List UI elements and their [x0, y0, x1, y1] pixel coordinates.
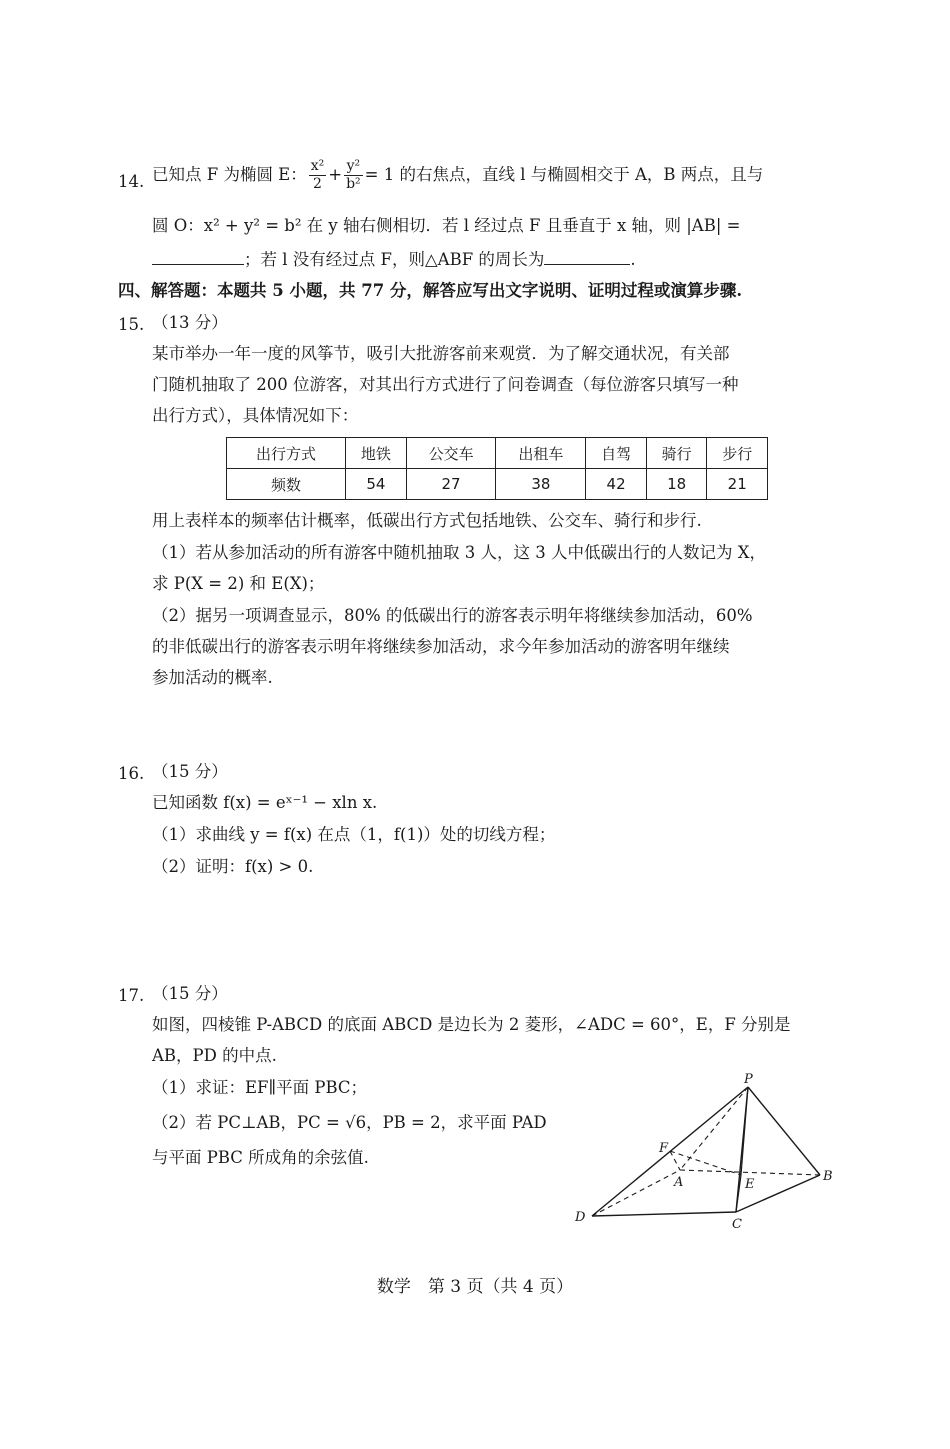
- q16-number: 16.: [118, 764, 145, 783]
- q14-number: 14.: [118, 172, 145, 191]
- table-cell: 38: [496, 469, 586, 500]
- table-header-cell: 公交车: [406, 438, 496, 469]
- q15-para-8: 的非低碳出行的游客表示明年将继续参加活动，求今年参加活动的游客明年继续: [152, 637, 730, 656]
- q14-line1-pre: 已知点 F 为椭圆 E：: [152, 165, 307, 184]
- q14-line2: 圆 O：x² + y² = b² 在 y 轴右侧相切．若 l 经过点 F 且垂直于 x 轴，则 |AB| =: [152, 216, 741, 235]
- segment-fa-hidden: [670, 1151, 680, 1170]
- q17-para-1: 如图，四棱锥 P-ABCD 的底面 ABCD 是边长为 2 菱形，∠ADC = 60°，E，F 分别是: [152, 1015, 791, 1034]
- q17-para-5: 与平面 PBC 所成角的余弦值.: [152, 1148, 369, 1167]
- table-cell: 54: [346, 469, 407, 500]
- q14-frac-x-den: 2: [313, 176, 322, 192]
- edge-da-hidden: [592, 1170, 680, 1216]
- label-b: B: [823, 1169, 833, 1184]
- q17-score: （15 分）: [152, 984, 228, 1003]
- label-e: E: [745, 1177, 755, 1192]
- q15-para-2: 门随机抽取了 200 位游客，对其出行方式进行了问卷调查（每位游客只填写一种: [152, 375, 739, 394]
- table-row: [227, 469, 768, 500]
- q14-frac-y-den: b²: [346, 176, 361, 192]
- q15-para-6: 求 P(X = 2) 和 E(X)；: [152, 574, 325, 593]
- q16-para-3: （2）证明：f(x) > 0.: [152, 857, 314, 876]
- pyramid-figure: [560, 1066, 850, 1236]
- q14-answer-blank-2[interactable]: [544, 250, 630, 265]
- q15-para-7: （2）据另一项调查显示，80% 的低碳出行的游客表示明年将继续参加活动，60%: [152, 606, 753, 625]
- label-d: D: [575, 1210, 586, 1225]
- q14-frac-y: [344, 158, 363, 193]
- label-f: F: [659, 1141, 669, 1156]
- label-p: P: [744, 1072, 753, 1087]
- table-header-cell: 骑行: [646, 438, 707, 469]
- table-cell: 频数: [227, 469, 346, 500]
- q14-answer-blank-1[interactable]: [152, 250, 244, 265]
- label-a: A: [674, 1175, 684, 1190]
- q17-para-2: AB，PD 的中点.: [152, 1046, 277, 1065]
- table-cell: 18: [646, 469, 707, 500]
- q14-line3-mid: ；若 l 没有经过点 F，则△ABF 的周长为: [244, 250, 545, 269]
- table-header-cell: 出行方式: [227, 438, 346, 469]
- q14-frac-x-num: x²: [310, 158, 325, 174]
- table-cell: 21: [707, 469, 768, 500]
- edge-ab-hidden: [680, 1170, 820, 1175]
- q16-para-1: 已知函数 f(x) = eˣ⁻¹ − xln x.: [152, 793, 378, 812]
- page-footer: 数学 第 3 页（共 4 页）: [376, 1277, 574, 1297]
- label-c: C: [732, 1217, 742, 1232]
- q16-para-2: （1）求曲线 y = f(x) 在点（1，f(1)）处的切线方程；: [152, 825, 556, 844]
- table-cell: 27: [406, 469, 496, 500]
- q17-para-4: （2）若 PC⊥AB，PC = √6，PB = 2，求平面 PAD: [152, 1113, 547, 1132]
- segment-fe-hidden: [670, 1151, 741, 1175]
- table-header-cell: 步行: [707, 438, 768, 469]
- q14-line3: [152, 250, 636, 269]
- q14-plus: +: [328, 165, 343, 184]
- q15-para-5: （1）若从参加活动的所有游客中随机抽取 3 人，这 3 人中低碳出行的人数记为 X，: [152, 543, 766, 562]
- section-4-title: 四、解答题：本题共 5 小题，共 77 分，解答应写出文字说明、证明过程或演算步骤.: [118, 281, 743, 300]
- q15-para-1: 某市举办一年一度的风筝节，吸引大批游客前来观赏．为了解交通状况，有关部: [152, 344, 730, 363]
- table-cell: 42: [586, 469, 647, 500]
- table-header-row: [227, 438, 768, 469]
- q14-line1: [152, 158, 763, 193]
- q17-number: 17.: [118, 986, 145, 1005]
- q14-line3-end: .: [630, 250, 636, 269]
- q15-number: 15.: [118, 315, 145, 334]
- segment-pe: [741, 1087, 748, 1175]
- q15-frequency-table: [226, 437, 768, 500]
- table-header-cell: 自驾: [586, 438, 647, 469]
- q14-frac-y-num: y²: [344, 158, 363, 176]
- q14-frac-x: [309, 158, 327, 193]
- edge-dc: [592, 1212, 736, 1216]
- q17-para-3: （1）求证：EF∥平面 PBC；: [152, 1078, 368, 1097]
- table-header-cell: 地铁: [346, 438, 407, 469]
- q16-score: （15 分）: [152, 762, 228, 781]
- q14-line1-post: = 1 的右焦点，直线 l 与椭圆相交于 A，B 两点，且与: [364, 165, 764, 184]
- table-header-cell: 出租车: [496, 438, 586, 469]
- edge-pb: [748, 1087, 820, 1175]
- q15-para-4: 用上表样本的频率估计概率，低碳出行方式包括地铁、公交车、骑行和步行.: [152, 511, 702, 530]
- q15-para-9: 参加活动的概率.: [152, 668, 273, 687]
- q15-para-3: 出行方式），具体情况如下：: [152, 406, 359, 425]
- q15-score: （13 分）: [152, 313, 228, 332]
